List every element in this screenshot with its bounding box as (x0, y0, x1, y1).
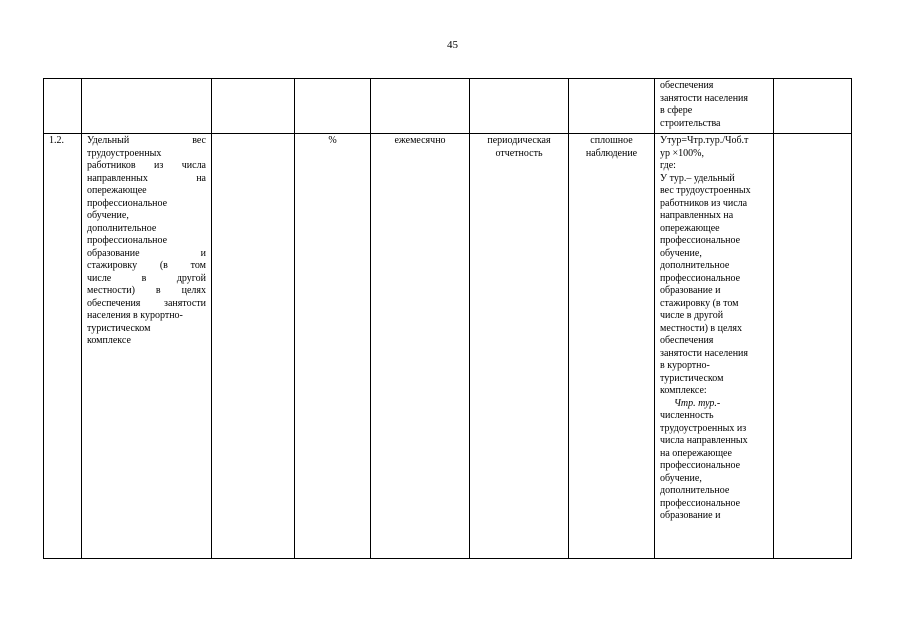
table-row-continuation (44, 79, 852, 134)
formula-line: в сфере (660, 105, 693, 116)
cell-number: 1.2. (44, 134, 82, 559)
formula-line: ур ×100%, (660, 147, 704, 159)
formula-line: направленных на (660, 210, 734, 221)
cell-empty (774, 79, 852, 134)
name-line: стажировку (в том (87, 260, 206, 271)
cell-empty (212, 79, 295, 134)
formula-line: профессиональное (660, 460, 741, 471)
formula-line: дополнительное (660, 260, 730, 271)
cell-number (44, 79, 82, 134)
formula-line: вес трудоустроенных (660, 185, 751, 196)
name-line: числе в другой (87, 272, 206, 284)
name-line: профессиональное (87, 235, 168, 246)
formula-line: трудоустроенных из (660, 422, 747, 434)
method-line: наблюдение (585, 147, 638, 159)
formula-line: обеспечения (660, 80, 714, 91)
method-line: сплошное (590, 135, 633, 146)
formula-line: туристическом (660, 372, 724, 384)
cell-formula (655, 79, 774, 134)
cell-empty (212, 134, 295, 559)
formula-line: занятости населения (660, 347, 749, 359)
cell-method (569, 134, 655, 559)
cell-unit: % (295, 134, 371, 559)
name-line: профессиональное (87, 197, 168, 209)
formula-line: на опережающее (660, 447, 732, 459)
formula-line: профессиональное (660, 272, 741, 284)
name-line: опережающее (87, 185, 147, 196)
formula-line: работников из числа (660, 197, 748, 209)
formula-line: стажировку (в том (660, 297, 739, 309)
cell-source (470, 134, 569, 559)
name-line: местности) в целях (87, 285, 206, 296)
cell-name (82, 134, 212, 559)
formula-line: образование и (660, 510, 721, 521)
cell-name (82, 79, 212, 134)
cell-periodicity (371, 79, 470, 134)
formula-line: обучение, (660, 472, 702, 484)
name-line: трудоустроенных (87, 147, 162, 159)
name-line: образование и (87, 247, 206, 259)
page-number: 45 (447, 39, 458, 51)
source-line: периодическая (487, 135, 551, 146)
formula-line: профессиональное (660, 497, 741, 509)
name-line: туристическом (87, 322, 151, 334)
formula-line: дополнительное (660, 485, 730, 496)
cell-unit (295, 79, 371, 134)
formula-line: числа направленных (660, 435, 748, 446)
formula-line: У тур.– удельный (660, 172, 735, 184)
name-line: Удельный вес (87, 135, 206, 146)
formula-line: обеспечения (660, 335, 714, 346)
name-line: обучение, (87, 210, 129, 221)
table-row-1-2 (44, 134, 852, 559)
cell-empty (774, 134, 852, 559)
name-line: населения в курортно- (87, 310, 183, 321)
formula-line: комплексе: (660, 385, 707, 396)
name-line: работников из числа (87, 160, 206, 171)
cell-formula (655, 134, 774, 559)
formula-line: занятости населения (660, 92, 749, 104)
formula-line: обучение, (660, 247, 702, 259)
name-line: комплексе (87, 335, 131, 346)
cell-method (569, 79, 655, 134)
formula-line: численность (660, 410, 714, 421)
formula-line: Утур=Чтр.тур./Чоб.т (660, 135, 749, 146)
formula-line: в курортно- (660, 360, 710, 371)
formula-line: строительства (660, 117, 721, 129)
formula-line: профессиональное (660, 235, 741, 246)
name-line: направленных на (87, 172, 206, 184)
name-line: дополнительное (87, 222, 157, 234)
formula-line: где: (660, 160, 676, 171)
source-line: отчетность (495, 147, 543, 159)
formula-line: числе в другой (660, 310, 724, 321)
formula-italic-line: Чтр. тур.- (674, 397, 721, 409)
name-line: обеспечения занятости (87, 297, 206, 309)
cell-source (470, 79, 569, 134)
formula-line: местности) в целях (660, 322, 743, 334)
formula-line: образование и (660, 285, 721, 296)
indicator-table (43, 78, 852, 559)
cell-periodicity: ежемесячно (371, 134, 470, 559)
formula-line: опережающее (660, 222, 720, 234)
